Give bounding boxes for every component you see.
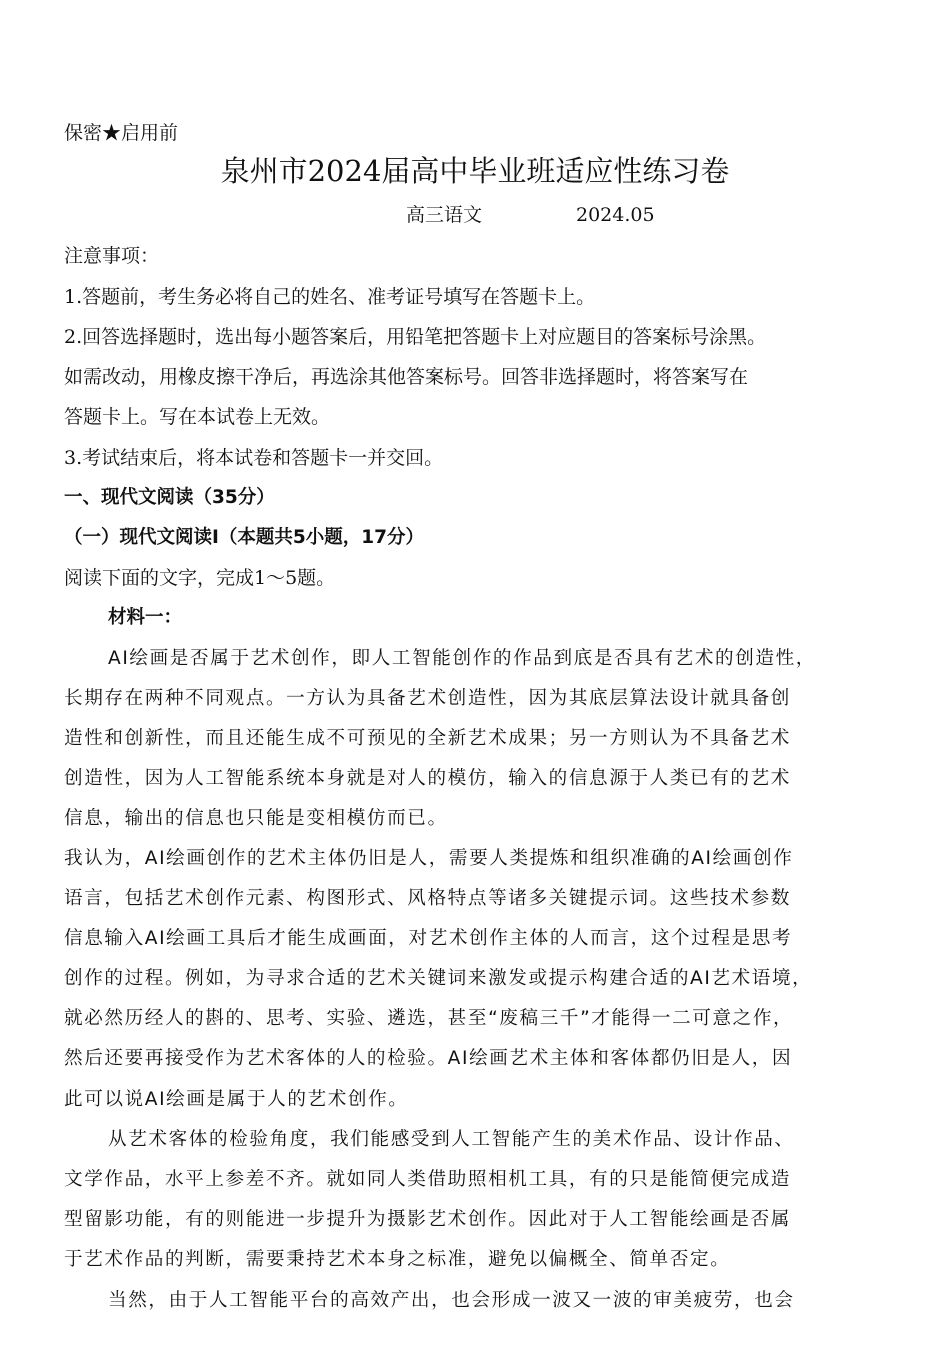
passage-line: 就必然历经人的斟的、思考、实验、遴选，甚至“废稿三千”才能得一二可意之作，	[64, 1008, 794, 1029]
passage-line: 型留影功能，有的则能进一步提升为摄影艺术创作。因此对于人工智能绘画是否属	[64, 1209, 791, 1230]
passage-line: 语言，包括艺术创作元素、构图形式、风格特点等诸多关键提示词。这些技术参数	[64, 888, 791, 909]
subject-label: 高三语文	[406, 204, 483, 226]
passage-line: 从艺术客体的检验角度，我们能感受到人工智能产生的美术作品、设计作品、	[108, 1129, 795, 1150]
passage-line: 创造性，因为人工智能系统本身就是对人的模仿，输入的信息源于人类已有的艺术	[64, 768, 791, 789]
passage-line: 然后还要再接受作为艺术客体的人的检验。AI绘画艺术主体和客体都仍旧是人，因	[64, 1048, 793, 1069]
passage-line: 创作的过程。例如，为寻求合适的艺术关键词来激发或提示构建合适的AI艺术语境，	[64, 968, 813, 989]
section-heading: 一、现代文阅读（35分）	[64, 487, 275, 508]
reading-instruction: 阅读下面的文字，完成1～5题。	[64, 567, 336, 589]
passage-line: AI绘画是否属于艺术创作，即人工智能创作的作品到底是否具有艺术的创造性，	[108, 648, 816, 669]
notice-line: 3.考试结束后，将本试卷和答题卡一并交回。	[64, 447, 444, 469]
confidential-label: 保密★启用前	[64, 122, 179, 144]
notice-line: 2.回答选择题时，选出每小题答案后，用铅笔把答题卡上对应题目的答案标号涂黑。	[64, 326, 767, 348]
section-subheading: （一）现代文阅读Ⅰ（本题共5小题，17分）	[64, 527, 425, 548]
notice-line: 答题卡上。写在本试卷上无效。	[64, 406, 331, 428]
passage-line: 信息输入AI绘画工具后才能生成画面，对艺术创作主体的人而言，这个过程是思考	[64, 928, 793, 949]
exam-date: 2024.05	[576, 204, 655, 226]
passage-line: 当然，由于人工智能平台的高效产出，也会形成一波又一波的审美疲劳，也会	[108, 1290, 795, 1311]
material-label: 材料一：	[108, 607, 183, 628]
passage-line: 于艺术作品的判断，需要秉持艺术本身之标准，避免以偏概全、简单否定。	[64, 1249, 731, 1270]
notice-line: 1.答题前，考生务必将自己的姓名、准考证号填写在答题卡上。	[64, 286, 596, 308]
passage-line: 造性和创新性，而且还能生成不可预见的全新艺术成果；另一方则认为不具备艺术	[64, 728, 791, 749]
passage-line: 我认为，AI绘画创作的艺术主体仍旧是人，需要人类提炼和组织准确的AI绘画创作	[64, 848, 794, 869]
exam-title: 泉州市2024届高中毕业班适应性练习卷	[220, 154, 730, 188]
passage-line: 长期存在两种不同观点。一方认为具备艺术创造性，因为其底层算法设计就具备创	[64, 688, 791, 709]
passage-line: 文学作品，水平上参差不齐。就如同人类借助照相机工具，有的只是能简便完成造	[64, 1169, 791, 1190]
notice-heading: 注意事项：	[64, 245, 160, 267]
passage-line: 信息，输出的信息也只能是变相模仿而已。	[64, 808, 448, 829]
passage-line: 此可以说AI绘画是属于人的艺术创作。	[64, 1089, 409, 1110]
notice-line: 如需改动，用橡皮擦干净后，再选涂其他答案标号。回答非选择题时，将答案写在	[64, 366, 749, 388]
